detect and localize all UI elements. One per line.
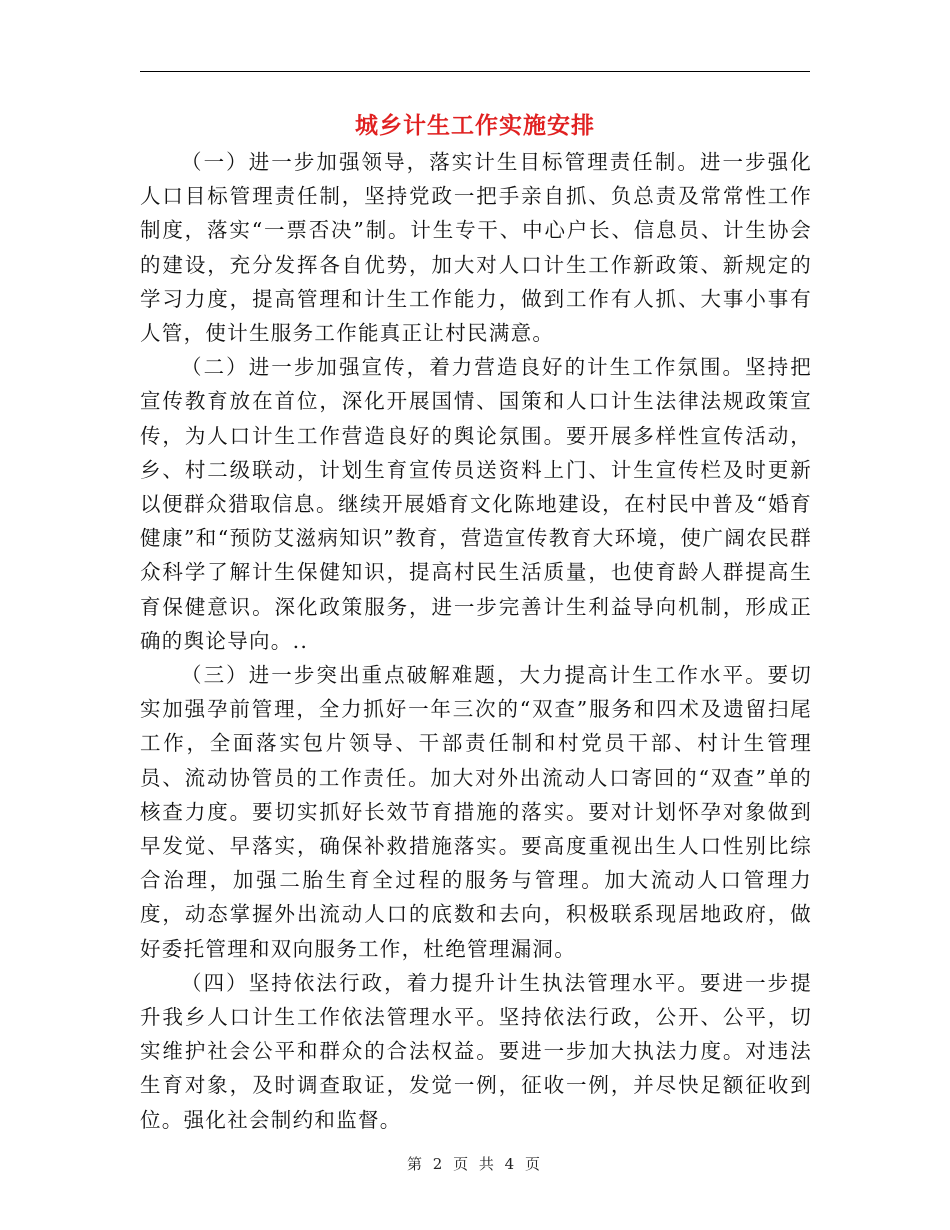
header-rule (140, 71, 810, 72)
page-number: 第 2 页 共 4 页 (407, 1155, 543, 1173)
document-title: 城乡计生工作实施安排 (355, 113, 595, 139)
document-body (140, 145, 812, 1137)
paragraph-3: （三）进一步突出重点破解难题，大力提高计生工作水平。要切实加强孕前管理，全力抓好一年三次的“双查”服务和四术及遗留扫尾工作，全面落实包片领导、干部责任制和村党员干部、村计生管理员、流动协管员的工作责任。加大对外出流动人口寄回的“双查”单的核查力度。要切实抓好长效节育措施的落实。要对计划怀孕对象做到早发觉、早落实，确保补救措施落实。要高度重视出生人口性别比综合治理，加强二胎生育全过程的服务与管理。加大流动人口管理力度，动态掌握外出流动人口的底数和去向，积极联系现居地政府，做好委托管理和双向服务工作，杜绝管理漏洞。 (140, 663, 812, 961)
paragraph-2: （二）进一步加强宣传，着力营造良好的计生工作氛围。坚持把宣传教育放在首位，深化开展国情、国策和人口计生法律法规政策宣传，为人口计生工作营造良好的舆论氛围。要开展多样性宣传活动，乡、村二级联动，计划生育宣传员送资料上门、计生宣传栏及时更新以便群众猎取信息。继续开展婚育文化陈地建设，在村民中普及“婚育健康”和“预防艾滋病知识”教育，营造宣传教育大环境，使广阔农民群众科学了解计生保健知识，提高村民生活质量，也使育龄人群提高生育保健意识。深化政策服务，进一步完善计生利益导向机制，形成正确的舆论导向。.. (140, 355, 812, 653)
paragraph-4: （四）坚持依法行政，着力提升计生执法管理水平。要进一步提升我乡人口计生工作依法管理水平。坚持依法行政，公开、公平，切实维护社会公平和群众的合法权益。要进一步加大执法力度。对违法生育对象，及时调查取证，发觉一例，征收一例，并尽快足额征收到位。强化社会制约和监督。 (140, 970, 812, 1132)
paragraph-1: （一）进一步加强领导，落实计生目标管理责任制。进一步强化人口目标管理责任制，坚持党政一把手亲自抓、负总责及常常性工作制度，落实“一票否决”制。计生专干、中心户长、信息员、计生协会的建设，充分发挥各自优势，加大对人口计生工作新政策、新规定的学习力度，提高管理和计生工作能力，做到工作有人抓、大事小事有人管，使计生服务工作能真正让村民满意。 (140, 150, 812, 346)
